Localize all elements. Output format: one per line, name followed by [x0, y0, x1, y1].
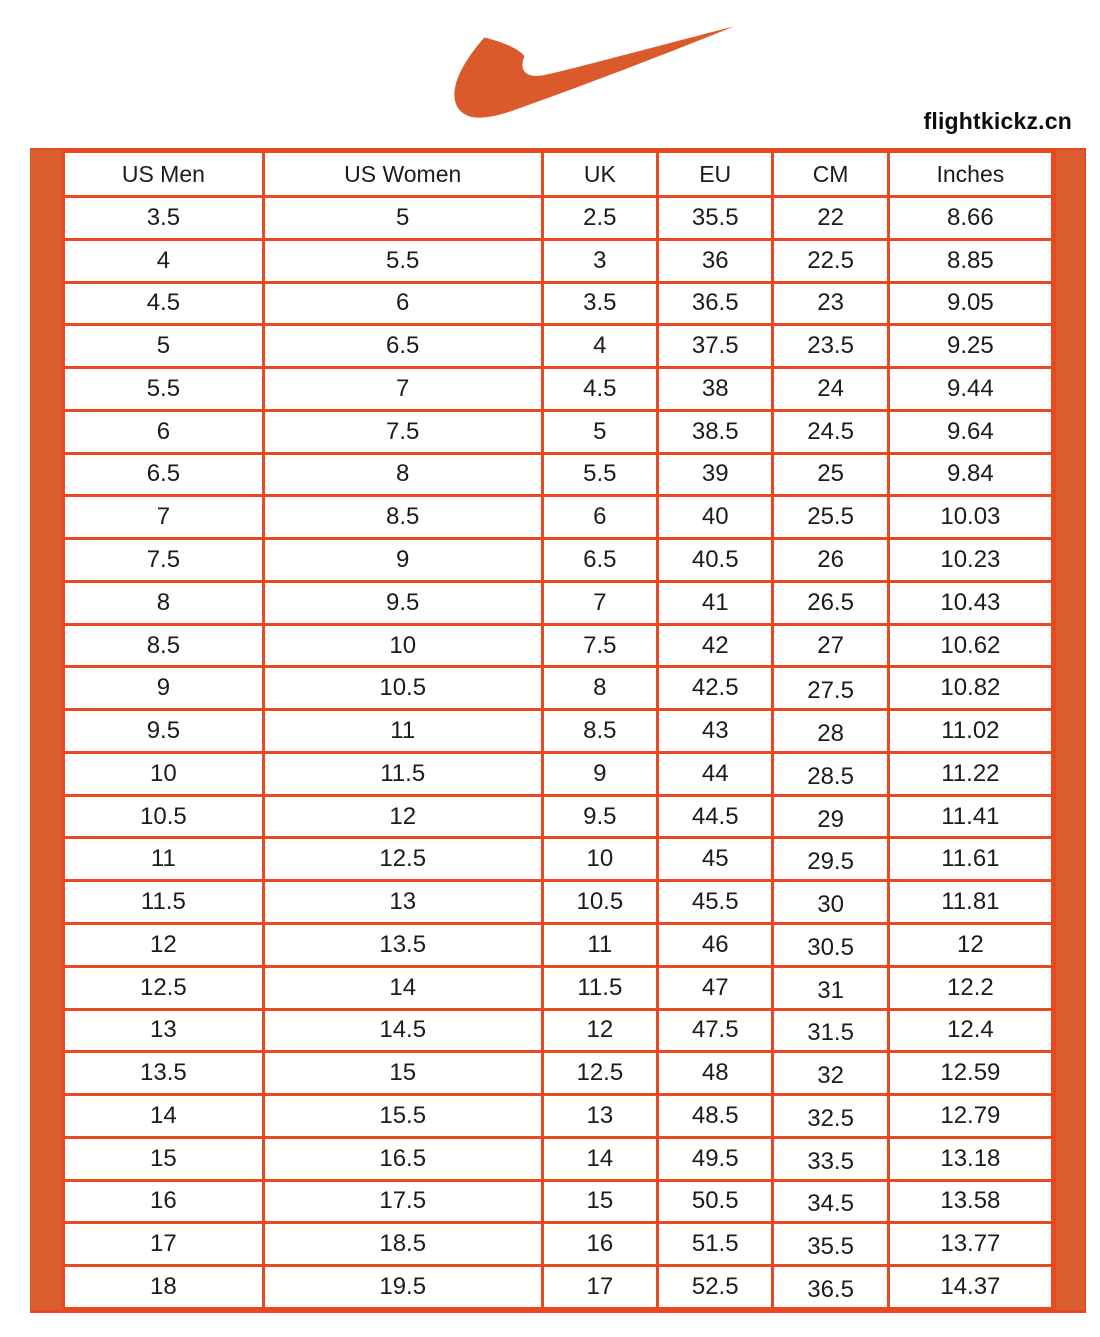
- site-name: flightkickz.cn: [923, 108, 1072, 134]
- table-cell: 14.5: [263, 1009, 542, 1052]
- table-cell: 38.5: [658, 410, 773, 453]
- table-cell: 44: [658, 752, 773, 795]
- table-row: [64, 197, 1053, 240]
- table-cell: 8.85: [888, 239, 1052, 282]
- table-cell: 45.5: [658, 881, 773, 924]
- table-cell: 14: [64, 1095, 264, 1138]
- table-cell: 13: [263, 881, 542, 924]
- table-row: [64, 1180, 1053, 1223]
- table-cell: 16.5: [263, 1137, 542, 1180]
- table-cell: 34.5: [773, 1180, 888, 1223]
- table-row: [64, 1137, 1053, 1180]
- table-cell: 44.5: [658, 795, 773, 838]
- table-cell: 10.82: [888, 667, 1052, 710]
- table-cell: 40.5: [658, 539, 773, 582]
- table-cell: 12: [542, 1009, 657, 1052]
- table-cell: 8: [263, 453, 542, 496]
- table-row: [64, 924, 1053, 967]
- table-cell: 35.5: [773, 1223, 888, 1266]
- column-header: Inches: [888, 152, 1052, 197]
- table-cell: 10.5: [64, 795, 264, 838]
- table-cell: 14: [542, 1137, 657, 1180]
- table-cell: 11.02: [888, 710, 1052, 753]
- table-cell: 47: [658, 966, 773, 1009]
- table-cell: 8.5: [263, 496, 542, 539]
- table-cell: 50.5: [658, 1180, 773, 1223]
- table-cell: 17: [542, 1266, 657, 1309]
- table-cell: 15: [542, 1180, 657, 1223]
- table-cell: 13.5: [263, 924, 542, 967]
- size-table-body: [64, 197, 1053, 1309]
- table-cell: 14: [263, 966, 542, 1009]
- table-cell: 11.5: [64, 881, 264, 924]
- table-cell: 6: [263, 282, 542, 325]
- table-cell: 17.5: [263, 1180, 542, 1223]
- table-cell: 13.58: [888, 1180, 1052, 1223]
- table-cell: 4.5: [542, 368, 657, 411]
- table-cell: 13.5: [64, 1052, 264, 1095]
- table-row: [64, 1223, 1053, 1266]
- table-cell: 37.5: [658, 325, 773, 368]
- table-cell: 16: [542, 1223, 657, 1266]
- table-row: [64, 539, 1053, 582]
- table-cell: 12.5: [542, 1052, 657, 1095]
- table-cell: 11.61: [888, 838, 1052, 881]
- table-cell: 9.5: [263, 581, 542, 624]
- table-cell: 41: [658, 581, 773, 624]
- table-cell: 9: [542, 752, 657, 795]
- table-cell: 11.41: [888, 795, 1052, 838]
- table-cell: 9: [64, 667, 264, 710]
- table-cell: 35.5: [658, 197, 773, 240]
- table-cell: 46: [658, 924, 773, 967]
- table-cell: 12: [64, 924, 264, 967]
- table-cell: 13: [542, 1095, 657, 1138]
- table-cell: 7: [542, 581, 657, 624]
- table-cell: 13.18: [888, 1137, 1052, 1180]
- table-cell: 10.5: [263, 667, 542, 710]
- table-cell: 7.5: [263, 410, 542, 453]
- table-cell: 33.5: [773, 1137, 888, 1180]
- table-cell: 27: [773, 624, 888, 667]
- table-cell: 31.5: [773, 1009, 888, 1052]
- column-header: US Women: [263, 152, 542, 197]
- table-cell: 6: [542, 496, 657, 539]
- table-row: [64, 410, 1053, 453]
- table-cell: 52.5: [658, 1266, 773, 1309]
- table-cell: 42: [658, 624, 773, 667]
- table-cell: 8.66: [888, 197, 1052, 240]
- table-cell: 11: [542, 924, 657, 967]
- table-cell: 11.22: [888, 752, 1052, 795]
- size-table: [62, 150, 1054, 1310]
- table-cell: 18.5: [263, 1223, 542, 1266]
- table-cell: 16: [64, 1180, 264, 1223]
- table-cell: 49.5: [658, 1137, 773, 1180]
- table-cell: 31: [773, 966, 888, 1009]
- table-cell: 5: [263, 197, 542, 240]
- table-cell: 4.5: [64, 282, 264, 325]
- table-cell: 27.5: [773, 667, 888, 710]
- table-cell: 6: [64, 410, 264, 453]
- table-cell: 4: [64, 239, 264, 282]
- table-row: [64, 795, 1053, 838]
- table-cell: 10: [263, 624, 542, 667]
- table-cell: 32: [773, 1052, 888, 1095]
- table-cell: 18: [64, 1266, 264, 1309]
- table-cell: 12: [263, 795, 542, 838]
- header-row: [64, 152, 1053, 197]
- table-cell: 36.5: [658, 282, 773, 325]
- table-cell: 6.5: [64, 453, 264, 496]
- table-cell: 30.5: [773, 924, 888, 967]
- table-cell: 36: [658, 239, 773, 282]
- table-cell: 24: [773, 368, 888, 411]
- table-cell: 11.5: [542, 966, 657, 1009]
- table-cell: 9.25: [888, 325, 1052, 368]
- table-cell: 29: [773, 795, 888, 838]
- right-accent-bar: [1054, 150, 1084, 1310]
- table-cell: 47.5: [658, 1009, 773, 1052]
- table-cell: 9.5: [64, 710, 264, 753]
- table-cell: 28.5: [773, 752, 888, 795]
- table-cell: 2.5: [542, 197, 657, 240]
- table-cell: 43: [658, 710, 773, 753]
- table-cell: 26: [773, 539, 888, 582]
- table-cell: 10.62: [888, 624, 1052, 667]
- table-cell: 13.77: [888, 1223, 1052, 1266]
- table-cell: 7.5: [542, 624, 657, 667]
- table-row: [64, 1052, 1053, 1095]
- table-cell: 17: [64, 1223, 264, 1266]
- table-cell: 30: [773, 881, 888, 924]
- table-row: [64, 581, 1053, 624]
- table-cell: 28: [773, 710, 888, 753]
- table-cell: 9.64: [888, 410, 1052, 453]
- table-cell: 4: [542, 325, 657, 368]
- table-cell: 9.5: [542, 795, 657, 838]
- table-cell: 14.37: [888, 1266, 1052, 1309]
- table-cell: 8.5: [542, 710, 657, 753]
- table-cell: 15: [263, 1052, 542, 1095]
- table-row: [64, 667, 1053, 710]
- table-cell: 42.5: [658, 667, 773, 710]
- table-row: [64, 496, 1053, 539]
- table-cell: 7: [263, 368, 542, 411]
- table-cell: 10.43: [888, 581, 1052, 624]
- table-cell: 11: [64, 838, 264, 881]
- table-row: [64, 325, 1053, 368]
- table-cell: 48.5: [658, 1095, 773, 1138]
- column-header: US Men: [64, 152, 264, 197]
- table-cell: 45: [658, 838, 773, 881]
- table-row: [64, 752, 1053, 795]
- table-cell: 13: [64, 1009, 264, 1052]
- table-row: [64, 239, 1053, 282]
- table-row: [64, 368, 1053, 411]
- table-cell: 5: [542, 410, 657, 453]
- column-header: EU: [658, 152, 773, 197]
- table-cell: 6.5: [542, 539, 657, 582]
- table-cell: 10: [542, 838, 657, 881]
- table-cell: 11: [263, 710, 542, 753]
- table-cell: 12.5: [263, 838, 542, 881]
- table-cell: 3: [542, 239, 657, 282]
- table-row: [64, 966, 1053, 1009]
- table-cell: 10.03: [888, 496, 1052, 539]
- table-row: [64, 838, 1053, 881]
- table-cell: 22.5: [773, 239, 888, 282]
- table-cell: 9: [263, 539, 542, 582]
- table-cell: 15.5: [263, 1095, 542, 1138]
- table-cell: 3.5: [542, 282, 657, 325]
- table-cell: 38: [658, 368, 773, 411]
- table-cell: 12.2: [888, 966, 1052, 1009]
- table-cell: 12.4: [888, 1009, 1052, 1052]
- table-cell: 24.5: [773, 410, 888, 453]
- table-cell: 10.5: [542, 881, 657, 924]
- table-cell: 32.5: [773, 1095, 888, 1138]
- table-cell: 22: [773, 197, 888, 240]
- table-cell: 19.5: [263, 1266, 542, 1309]
- table-cell: 12: [888, 924, 1052, 967]
- table-cell: 5.5: [263, 239, 542, 282]
- left-accent-bar: [30, 150, 62, 1310]
- table-row: [64, 1266, 1053, 1309]
- table-cell: 11.5: [263, 752, 542, 795]
- table-cell: 7: [64, 496, 264, 539]
- table-cell: 25.5: [773, 496, 888, 539]
- table-cell: 23.5: [773, 325, 888, 368]
- table-cell: 5: [64, 325, 264, 368]
- table-cell: 8: [542, 667, 657, 710]
- table-row: [64, 282, 1053, 325]
- table-row: [64, 1095, 1053, 1138]
- table-row: [64, 624, 1053, 667]
- table-cell: 25: [773, 453, 888, 496]
- table-cell: 40: [658, 496, 773, 539]
- table-cell: 11.81: [888, 881, 1052, 924]
- table-cell: 15: [64, 1137, 264, 1180]
- column-header: UK: [542, 152, 657, 197]
- table-cell: 39: [658, 453, 773, 496]
- table-cell: 8: [64, 581, 264, 624]
- table-row: [64, 453, 1053, 496]
- table-row: [64, 1009, 1053, 1052]
- table-cell: 9.44: [888, 368, 1052, 411]
- table-row: [64, 881, 1053, 924]
- table-cell: 51.5: [658, 1223, 773, 1266]
- table-cell: 7.5: [64, 539, 264, 582]
- table-cell: 6.5: [263, 325, 542, 368]
- table-cell: 12.5: [64, 966, 264, 1009]
- table-cell: 5.5: [542, 453, 657, 496]
- size-chart: [30, 148, 1086, 1313]
- table-cell: 26.5: [773, 581, 888, 624]
- table-cell: 10.23: [888, 539, 1052, 582]
- table-row: [64, 710, 1053, 753]
- table-cell: 10: [64, 752, 264, 795]
- table-cell: 29.5: [773, 838, 888, 881]
- table-cell: 36.5: [773, 1266, 888, 1309]
- table-cell: 48: [658, 1052, 773, 1095]
- column-header: CM: [773, 152, 888, 197]
- table-cell: 9.05: [888, 282, 1052, 325]
- table-cell: 23: [773, 282, 888, 325]
- nike-swoosh-icon: [452, 24, 736, 124]
- table-cell: 12.59: [888, 1052, 1052, 1095]
- table-cell: 5.5: [64, 368, 264, 411]
- table-cell: 8.5: [64, 624, 264, 667]
- table-cell: 9.84: [888, 453, 1052, 496]
- table-cell: 3.5: [64, 197, 264, 240]
- table-cell: 12.79: [888, 1095, 1052, 1138]
